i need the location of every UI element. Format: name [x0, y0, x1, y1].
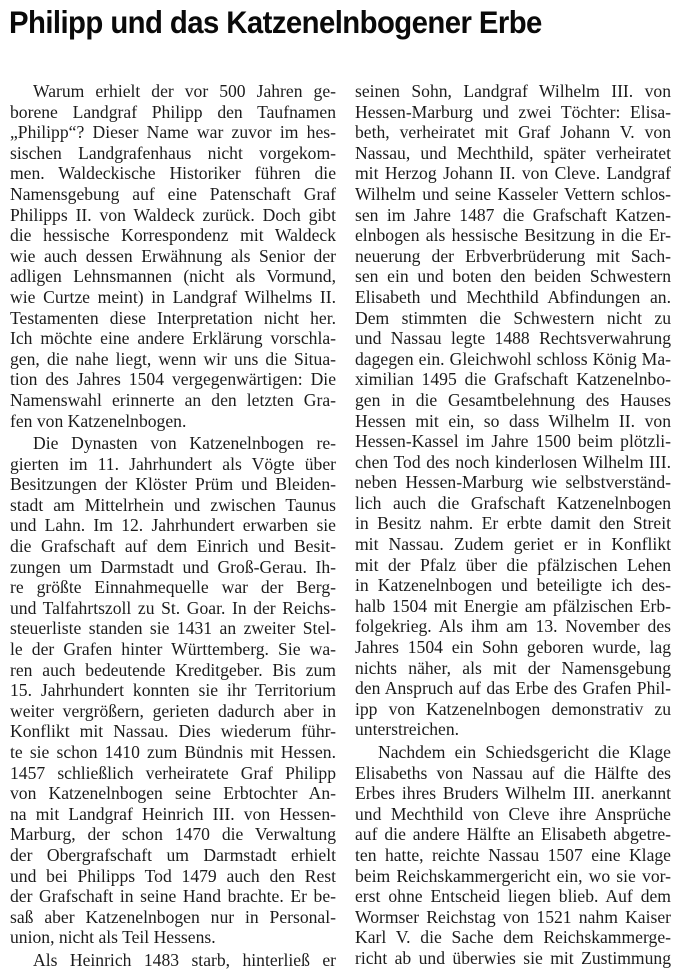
text-line: Die Dynasten von Katzenelnbogen re- [33, 433, 336, 454]
text-line: Ich möchte eine andere Erklärung vorschla- [10, 328, 336, 349]
text-line: Jahres 1504 ein Sohn geboren wurde, lag [355, 637, 671, 658]
text-line: steuerliste standen sie 1431 an zweiter Stel- [10, 618, 336, 639]
text-line: ximilian 1495 die Grafschaft Katzenelnbo- [355, 369, 671, 390]
text-line: sen ein und boten den beiden Schwestern [355, 266, 671, 287]
text-line: Hessen-Marburg und zwei Töchter: Elisa- [355, 101, 671, 122]
text-line: ipp von Katzenelnbogen demonstrativ zu [355, 698, 671, 719]
paragraph [355, 81, 671, 740]
text-line: 1457 schließlich verheiratete Graf Philipp [10, 762, 336, 783]
text-line: in Besitz nahm. Er erbte damit den Streit [355, 513, 671, 534]
text-line: Elisabeths von Nassau auf die Hälfte des [355, 762, 671, 783]
text-line: Dem stimmten die Schwestern nicht zu [355, 307, 671, 328]
text-line: weiter vergrößern, gerieten dadurch aber in [10, 700, 336, 721]
text-line: saß aber Katzenelnbogen nur in Personal- [10, 906, 336, 927]
text-line: der Grafschaft in seine Hand brachte. Er be- [10, 886, 336, 907]
text-line: elnbogen als hessische Besitzung in die Er- [355, 225, 671, 246]
text-line: Testamenten diese Interpretation nicht her. [10, 307, 336, 328]
text-line: Besitzungen der Klöster Prüm und Bleiden- [10, 474, 336, 495]
text-line: auf die andere Hälfte an Elisabeth abgetre- [355, 824, 671, 845]
paragraph [10, 81, 336, 431]
text-line: von Katzenelnbogen seine Erbtochter An- [10, 783, 336, 804]
text-line: te sie schon 1410 zum Bündnis mit Hessen. [10, 742, 336, 762]
text-line: wie auch dessen Erwähnung als Senior der [10, 245, 336, 266]
text-line: mit Nassau. Zudem geriet er in Konflikt [355, 534, 671, 555]
paragraph [355, 742, 671, 969]
text-line: ten hatte, reichte Nassau 1507 eine Klage [355, 844, 671, 865]
text-line: halb 1504 mit Energie am pfälzischen Erb- [355, 595, 671, 616]
text-line: Hessen-Kassel im Jahre 1500 beim plötzli- [355, 431, 671, 452]
text-line: folgekrieg. Als ihm am 13. November des [355, 616, 671, 637]
text-line: men. Waldeckische Historiker führen die [10, 163, 336, 184]
paragraph [10, 433, 336, 948]
text-line: mit der Pfalz über die pfälzischen Lehen [355, 554, 671, 575]
article-column-right [355, 81, 671, 969]
text-line: richt ab und überwies sie mit Zustimmung [355, 947, 671, 968]
text-line: sischen Landgrafenhaus nicht vorgekom- [10, 142, 336, 163]
text-line: Wilhelm und seine Kasseler Vettern schlos- [355, 183, 671, 204]
text-line: in Katzenelnbogen und beteiligte ich des- [355, 575, 671, 596]
text-line: und Lahn. Im 12. Jahrhundert erwarben sie [10, 515, 336, 536]
text-line: Elisabeth und Mechthild Abfindungen an. [355, 286, 671, 307]
text-line: Nachdem ein Schiedsgericht die Klage [378, 742, 671, 762]
text-line: Philipps II. von Waldeck zurück. Doch gibt [10, 204, 336, 225]
text-line: nichts näher, als mit der Namensgebung [355, 657, 671, 678]
text-line: dagegen ein. Gleichwohl schloss König Ma- [355, 348, 671, 369]
text-line: Warum erhielt der vor 500 Jahren ge- [33, 81, 336, 101]
text-line: gen in die Gesamtbelehnung des Hauses [355, 389, 671, 410]
text-line: zungen um Darmstadt und Groß-Gerau. Ih- [10, 556, 336, 577]
text-line: den Anspruch auf das Erbe des Grafen Phil- [355, 678, 671, 699]
text-line: die hessische Korrespondenz mit Waldeck [10, 225, 336, 246]
text-line: fen von Katzenelnbogen. [10, 410, 187, 431]
text-line: gen, die nahe liegt, wenn wir uns die Situa- [10, 348, 336, 369]
text-line: Wormser Reichstag von 1521 nahm Kaiser [355, 906, 671, 927]
text-line: ren auch bedeutende Kreditgeber. Bis zum [10, 659, 336, 680]
text-line: erst ohne Entscheid liegen blieb. Auf dem [355, 886, 671, 907]
text-line: Als Heinrich 1483 starb, hinterließ er [33, 949, 336, 970]
text-line: le der Grafen hinter Württemberg. Sie wa- [10, 639, 336, 660]
text-line: lich auch die Grafschaft Katzenelnbogen [355, 492, 671, 513]
text-line: und Mechthild von Cleve ihre Ansprüche [355, 803, 671, 824]
paragraph [10, 950, 336, 971]
text-line: Namenswahl erinnerte an den letzten Gra- [10, 389, 336, 410]
text-line: neuerung der Erbverbrüderung mit Sach- [355, 245, 671, 266]
text-line: re größte Einnahmequelle war der Berg- [10, 577, 336, 598]
text-line: Namensgebung auf eine Patenschaft Graf [10, 183, 336, 204]
text-line: stadt am Mittelrhein und zwischen Taunus [10, 494, 336, 515]
text-line: gierten im 11. Jahrhundert als Vögte über [10, 453, 336, 474]
text-line: beth, verheiratet mit Graf Johann V. von [355, 122, 671, 143]
text-line: borene Landgraf Philipp den Taufnamen [10, 101, 336, 122]
text-line: neben Hessen-Marburg wie selbstverständ- [355, 472, 671, 493]
text-line: Karl V. die Sache dem Reichskammerge- [355, 927, 671, 948]
article-column-left [10, 81, 336, 971]
text-line: adligen Lehnsmannen (nicht als Vormund, [10, 266, 336, 287]
text-line: Erbes ihres Bruders Wilhelm III. anerkannt [355, 783, 671, 804]
text-line: der Obergrafschaft um Darmstadt erhielt [10, 844, 336, 865]
text-line: Marburg, der schon 1470 die Verwaltung [10, 824, 336, 845]
text-line: die Grafschaft auf dem Einrich und Besit- [10, 536, 336, 557]
text-line: und Talfahrtszoll zu St. Goar. In der Reichs- [10, 597, 336, 618]
text-line: Konflikt mit Nassau. Dies wiederum führ- [10, 721, 336, 742]
text-line: 15. Jahrhundert konnten sie ihr Territorium [10, 680, 336, 701]
text-line: unterstreichen. [355, 719, 460, 740]
text-line: Hessen mit ein, so dass Wilhelm II. von [355, 410, 671, 431]
text-line: beim Reichskammergericht ein, wo sie vor- [355, 865, 671, 886]
text-line: und bei Philipps Tod 1479 auch den Rest [10, 865, 336, 886]
text-line: Nassau, und Mechthild, später verheiratet [355, 142, 671, 163]
text-line: chen Tod des noch kinderlosen Wilhelm III. [355, 451, 671, 472]
text-line: seinen Sohn, Landgraf Wilhelm III. von [355, 81, 671, 101]
text-line: „Philipp“? Dieser Name war zuvor im hes- [10, 122, 336, 143]
text-line: und Nassau legte 1488 Rechtsverwahrung [355, 328, 671, 349]
article-title: Philipp und das Katzenelnbogener Erbe [9, 4, 542, 40]
text-line: wie Curtze meint) in Landgraf Wilhelms II. [10, 286, 336, 307]
text-line: tion des Jahres 1504 vergegenwärtigen: Die [10, 369, 336, 390]
text-line: na mit Landgraf Heinrich III. von Hessen- [10, 803, 336, 824]
text-line: sen im Jahre 1487 die Grafschaft Katzen- [355, 204, 671, 225]
text-line: union, nicht als Teil Hessens. [10, 927, 216, 948]
text-line: mit Herzog Johann II. von Cleve. Landgraf [355, 163, 671, 184]
